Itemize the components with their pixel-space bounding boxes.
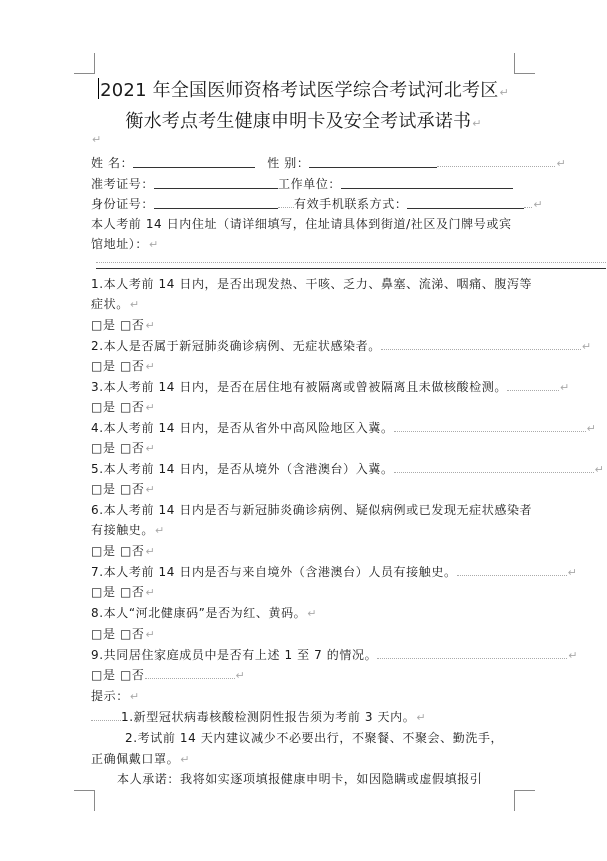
id-number-label: 身份证号：	[91, 197, 155, 211]
crop-mark-top-left	[74, 53, 95, 74]
question-text: 4.本人考前 14 日内，是否从省外中高风险地区入冀。	[91, 421, 394, 435]
paragraph-mark-icon: ↵	[180, 753, 191, 766]
document-title-line-2[interactable]	[0, 107, 607, 133]
question-1-line-2	[91, 297, 140, 312]
question-text: 7.本人考前 14 日内是否与来自境外（含港澳台）人员有接触史。	[91, 565, 457, 579]
tip-1	[91, 710, 426, 725]
question-8	[91, 606, 317, 621]
id-phone-row	[91, 197, 543, 212]
question-6-line-1	[91, 503, 532, 517]
admission-number-label: 准考证号：	[91, 177, 155, 191]
crop-mark-bottom-left	[74, 790, 95, 811]
pledge-paragraph	[117, 772, 482, 786]
paragraph-mark-icon: ↵	[472, 117, 482, 130]
yes-checkbox[interactable]: □是	[91, 627, 116, 641]
indent-leader	[91, 711, 121, 721]
answer-row-1	[91, 318, 155, 333]
question-text: 有接触史。	[91, 523, 155, 537]
dotted-leader	[507, 381, 559, 391]
answer-row-2	[91, 359, 155, 374]
yes-checkbox[interactable]: □是	[91, 544, 116, 558]
paragraph-mark-icon: ↵	[499, 86, 509, 99]
dotted-leader	[437, 157, 555, 167]
yes-checkbox[interactable]: □是	[91, 585, 116, 599]
answer-row-9	[91, 668, 245, 683]
no-checkbox[interactable]: □否	[119, 585, 145, 599]
yes-checkbox[interactable]: □是	[91, 482, 116, 496]
paragraph-mark-icon: ↵	[145, 319, 156, 332]
tip-1-text: 1.新型冠状病毒核酸检测阴性报告须为考前 3 天内。	[121, 710, 416, 724]
no-checkbox[interactable]: □否	[119, 400, 145, 414]
crop-mark-top-right	[514, 53, 535, 74]
paragraph-mark-icon: ↵	[145, 360, 156, 373]
title-text-2: 衡水考点考生健康申明卡及安全考试承诺书	[125, 111, 472, 132]
crop-mark-bottom-right	[514, 790, 535, 811]
paragraph-mark-icon: ↵	[567, 566, 578, 579]
answer-row-8	[91, 627, 155, 642]
question-text: 3.本人考前 14 日内，是否在居住地有被隔离或曾被隔离且未做核酸检测。	[91, 380, 507, 394]
address-line-2	[91, 237, 159, 252]
document-title-line-1[interactable]	[0, 76, 607, 102]
phone-field[interactable]	[407, 197, 524, 209]
phone-label: 有效手机联系方式：	[294, 197, 408, 211]
dotted-divider	[96, 262, 606, 263]
question-2	[91, 339, 592, 354]
paragraph-mark-icon: ↵	[581, 340, 592, 353]
dotted-leader	[381, 340, 581, 350]
tips-heading-text: 提示：	[91, 689, 129, 703]
address-label: 本人考前 14 日内住址（请详细填写，住址请具体到街道/社区及门牌号或宾	[91, 217, 512, 231]
title-text-1: 2021 年全国医师资格考试医学综合考试河北考区	[100, 80, 499, 101]
question-text: 症状。	[91, 297, 129, 311]
question-text: 8.本人“河北健康码”是否为红、黄码。	[91, 606, 307, 620]
yes-checkbox[interactable]: □是	[91, 400, 116, 414]
paragraph-mark-icon: ↵	[307, 607, 318, 620]
answer-row-6	[91, 544, 155, 559]
paragraph-mark-icon: ↵	[559, 381, 570, 394]
no-checkbox[interactable]: □否	[119, 482, 145, 496]
address-line-1	[91, 217, 512, 231]
name-gender-row	[91, 156, 566, 171]
admission-number-field[interactable]	[154, 177, 278, 189]
tip-2-line-2	[91, 752, 190, 767]
dotted-leader	[457, 566, 567, 576]
id-number-field[interactable]	[154, 197, 278, 209]
question-6-line-2	[91, 523, 165, 538]
tip-2-text-cont: 正确佩戴口罩。	[91, 752, 180, 766]
paragraph-mark-icon: ↵	[129, 298, 140, 311]
tips-heading	[91, 689, 140, 704]
dotted-leader	[278, 198, 294, 208]
paragraph-mark-icon: ↵	[145, 401, 156, 414]
yes-checkbox[interactable]: □是	[91, 668, 116, 682]
work-unit-field[interactable]	[341, 177, 513, 189]
name-label: 姓 名：	[91, 156, 134, 170]
question-text: 5.本人考前 14 日内，是否从境外（含港澳台）入冀。	[91, 462, 394, 476]
answer-row-7	[91, 585, 155, 600]
question-1-line-1	[91, 277, 532, 291]
dotted-leader	[377, 649, 567, 659]
question-5	[91, 462, 604, 477]
paragraph-mark-icon: ↵	[145, 586, 156, 599]
question-text: 9.共同居住家庭成员中是否有上述 1 至 7 的情况。	[91, 648, 378, 662]
paragraph-mark-icon: ↵	[586, 422, 597, 435]
dotted-leader	[145, 669, 235, 679]
gender-label: 性 别：	[267, 156, 310, 170]
no-checkbox[interactable]: □否	[119, 359, 145, 373]
paragraph-mark-icon: ↵	[145, 545, 156, 558]
paragraph-mark-icon: ↵	[129, 690, 140, 703]
no-checkbox[interactable]: □否	[119, 441, 145, 455]
paragraph-mark-icon: ↵	[145, 442, 156, 455]
paragraph-mark-icon: ↵	[568, 649, 579, 662]
address-field-line[interactable]	[96, 268, 606, 269]
question-4	[91, 421, 596, 436]
paragraph-mark-icon: ↵	[533, 198, 544, 211]
dotted-leader	[394, 463, 594, 473]
question-7	[91, 565, 577, 580]
answer-row-5	[91, 482, 155, 497]
no-checkbox[interactable]: □否	[119, 544, 145, 558]
answer-row-3	[91, 400, 155, 415]
no-checkbox[interactable]: □否	[119, 627, 145, 641]
yes-checkbox[interactable]: □是	[91, 359, 116, 373]
admission-work-row	[91, 177, 513, 191]
dotted-leader	[524, 198, 532, 208]
question-text: 6.本人考前 14 日内是否与新冠肺炎确诊病例、疑似病例或已发现无症状感染者	[91, 503, 533, 517]
no-checkbox[interactable]: □否	[119, 668, 145, 682]
paragraph-mark-icon: ↵	[92, 133, 102, 146]
no-checkbox[interactable]: □否	[119, 318, 145, 332]
yes-checkbox[interactable]: □是	[91, 318, 116, 332]
text-cursor	[98, 78, 99, 99]
gender-field[interactable]	[309, 156, 437, 168]
paragraph-mark-icon: ↵	[155, 524, 165, 537]
paragraph-mark-icon: ↵	[556, 157, 567, 170]
question-9	[91, 648, 578, 663]
paragraph-mark-icon: ↵	[594, 463, 605, 476]
paragraph-mark-icon: ↵	[235, 669, 246, 682]
tip-2-line-1	[125, 731, 503, 745]
tip-2-text: 2.考试前 14 天内建议减少不必要出行，不聚餐、不聚会、勤洗手，	[125, 731, 504, 745]
paragraph-mark-icon: ↵	[416, 711, 427, 724]
dotted-leader	[394, 422, 586, 432]
empty-paragraph[interactable]	[91, 132, 102, 147]
paragraph-mark-icon: ↵	[145, 483, 156, 496]
question-text: 1.本人考前 14 日内，是否出现发热、干咳、乏力、鼻塞、流涕、咽痛、腹泻等	[91, 277, 533, 291]
work-unit-label: 工作单位：	[278, 177, 342, 191]
paragraph-mark-icon: ↵	[149, 238, 159, 251]
question-text: 2.本人是否属于新冠肺炎确诊病例、无症状感染者。	[91, 339, 381, 353]
address-label-cont: 馆地址）：	[91, 237, 149, 251]
answer-row-4	[91, 441, 155, 456]
yes-checkbox[interactable]: □是	[91, 441, 116, 455]
name-field[interactable]	[133, 156, 255, 168]
question-3	[91, 380, 570, 395]
paragraph-mark-icon: ↵	[145, 628, 156, 641]
pledge-text: 本人承诺：我将如实逐项填报健康申明卡，如因隐瞒或虚假填报引	[117, 772, 483, 786]
